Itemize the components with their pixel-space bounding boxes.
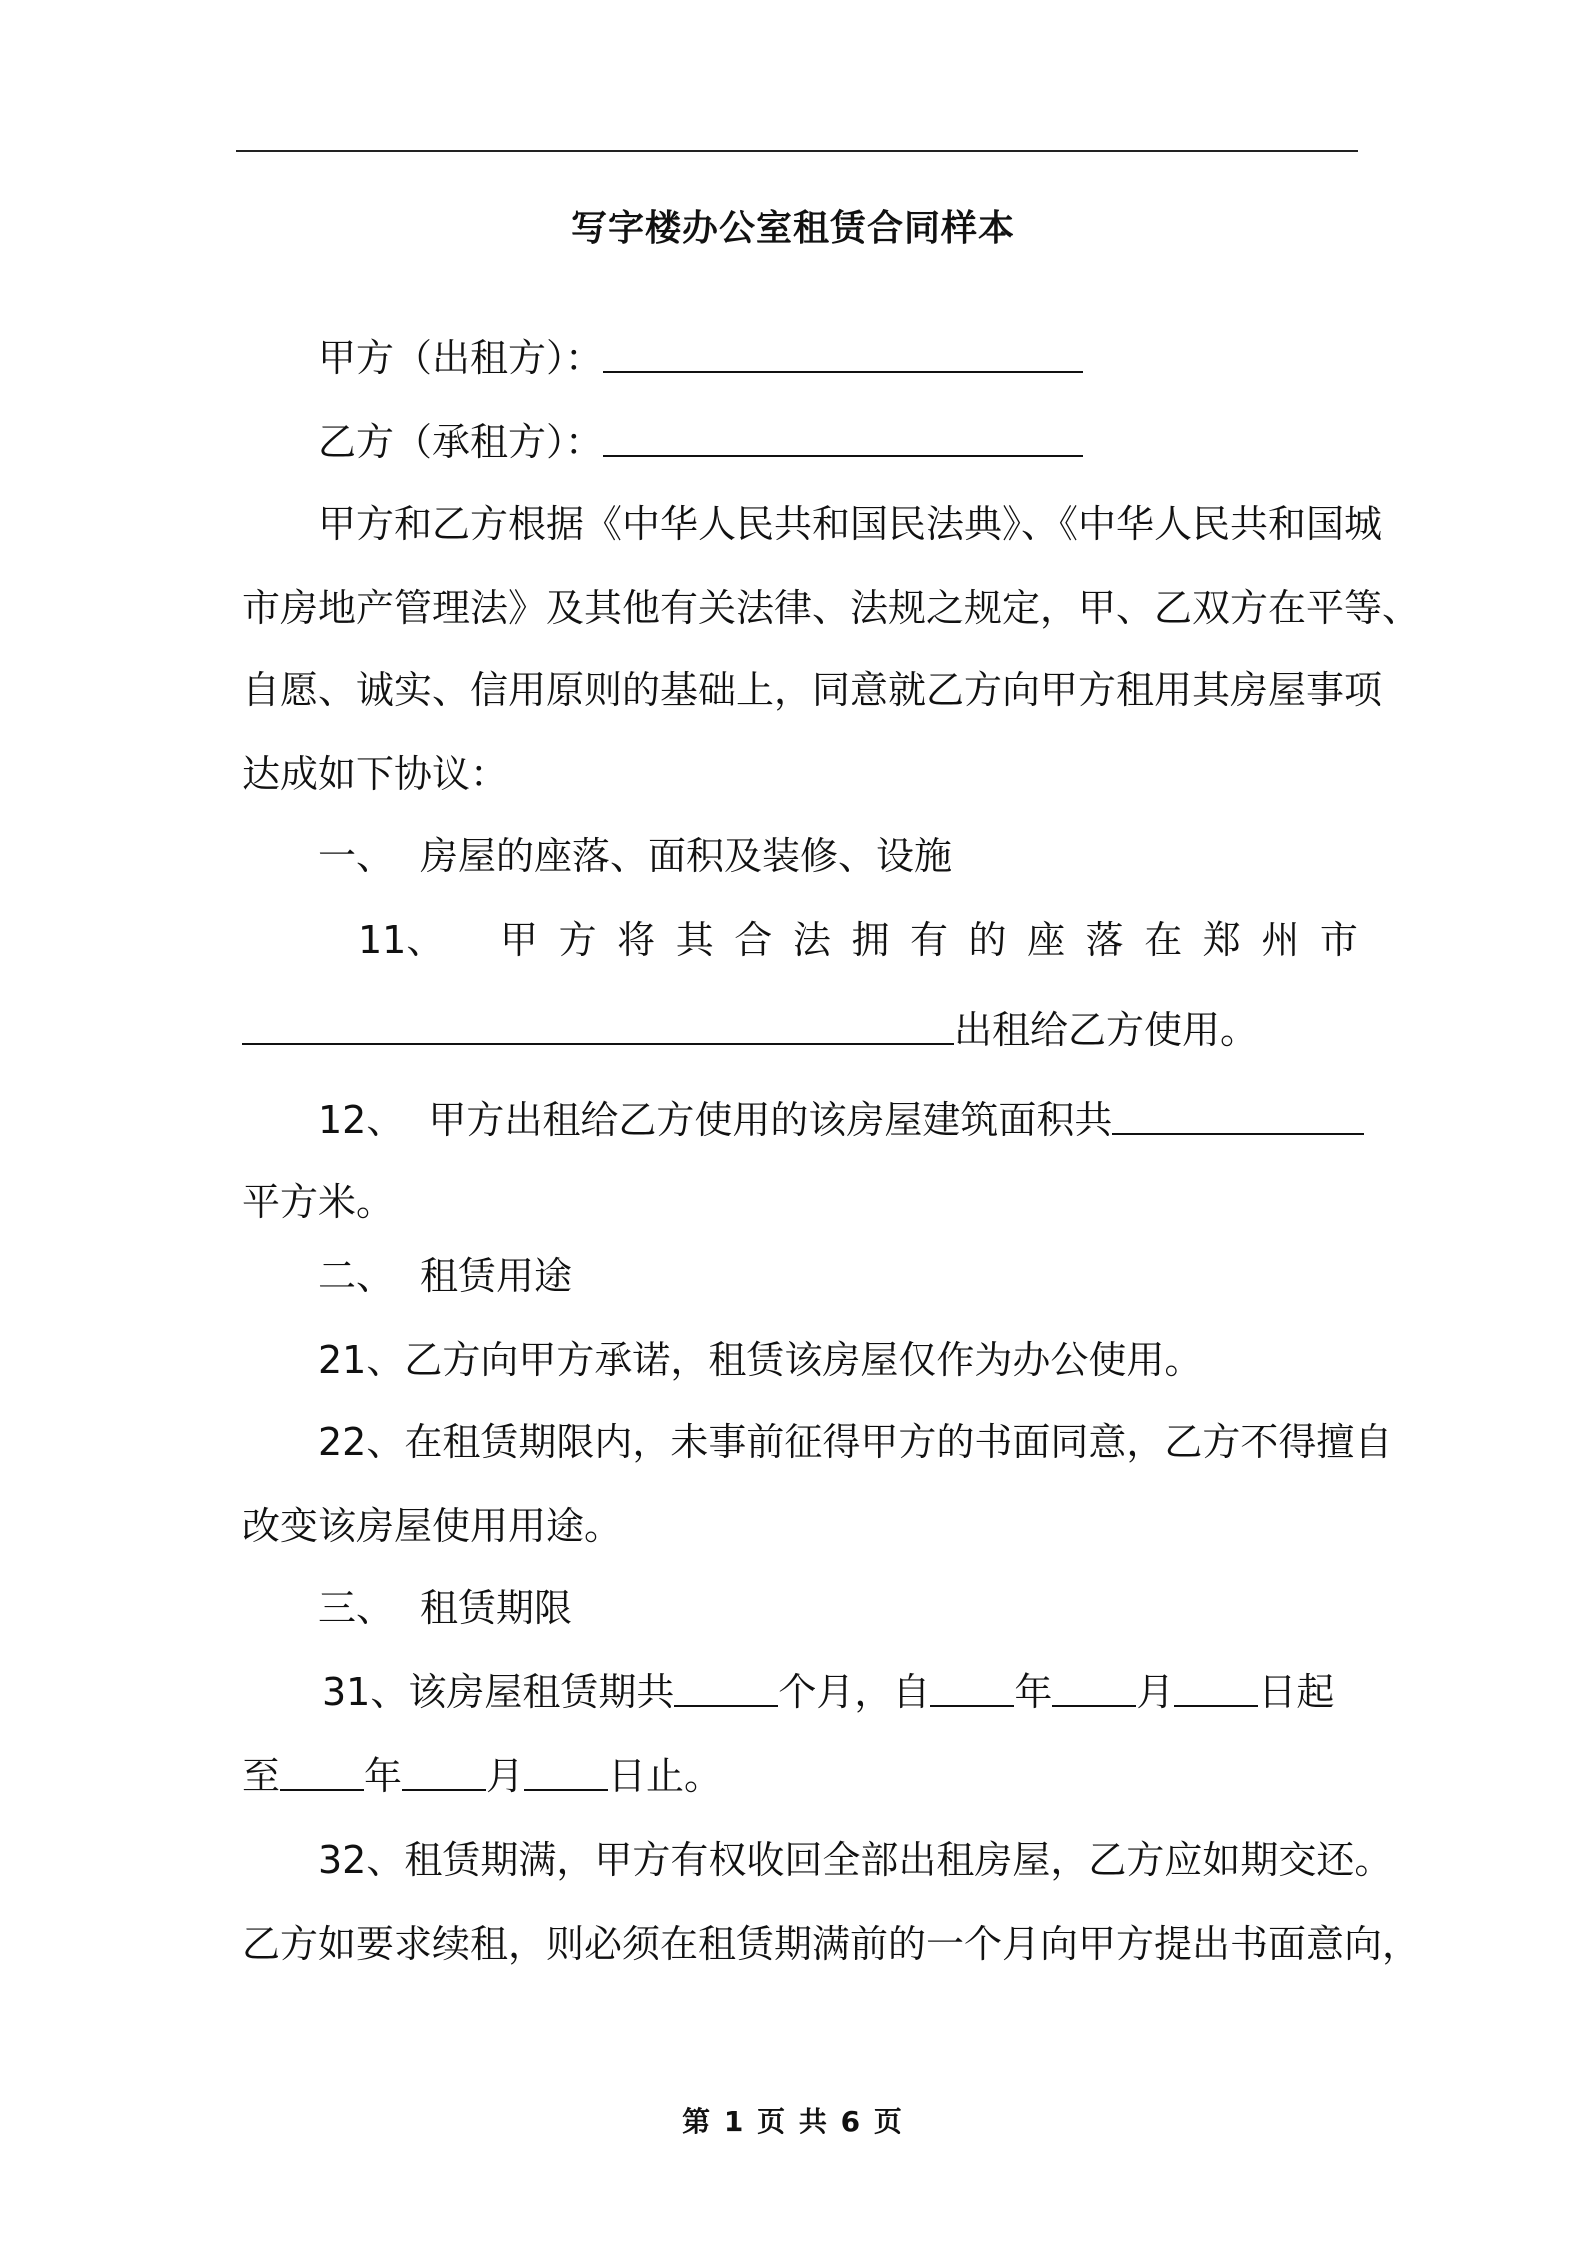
end-year-blank [280,1753,364,1791]
item-11-char: 的 [968,918,1007,962]
intro-line-4: 达成如下协议： [242,752,509,796]
item-32-line-2: 乙方如要求续租，则必须在租赁期满前的一个月向甲方提出书面意向， [242,1922,1421,1966]
section-1-number: 一、 [318,834,395,878]
item-11-char: 有 [909,918,948,962]
term-months-blank [674,1669,778,1707]
item-31-year: 年 [1014,1670,1053,1714]
start-day-blank [1174,1669,1258,1707]
item-11-location-blank [242,1007,954,1045]
item-11-text [500,914,1358,966]
item-11-tail: 出租给乙方使用。 [954,1008,1259,1052]
item-11-char: 州 [1261,918,1300,962]
item-22-line-2: 改变该房屋使用用途。 [242,1504,623,1548]
item-22-line-1: 22、在租赁期限内，未事前征得甲方的书面同意，乙方不得擅自 [318,1420,1393,1464]
start-year-blank [930,1669,1014,1707]
item-11-char: 合 [734,918,773,962]
item-11-char: 方 [558,918,597,962]
party-a-line [318,332,1083,384]
item-11-char: 法 [792,918,831,962]
item-12-text: 甲方出租给乙方使用的该房屋建筑面积共 [428,1098,1113,1142]
item-11-char: 在 [1144,918,1183,962]
party-b-blank [603,419,1083,457]
intro-line-1: 甲方和乙方根据《中华人民共和国民法典》、《中华人民共和国城 [318,502,1383,546]
section-2-title: 租赁用途 [420,1254,573,1298]
item-31-months-from: 个月，自 [778,1670,931,1714]
item-31-day-start: 日起 [1258,1670,1335,1714]
party-a-blank [603,335,1083,373]
item-31-to: 至 [242,1754,281,1798]
intro-line-3: 自愿、诚实、信用原则的基础上，同意就乙方向甲方租用其房屋事项 [242,668,1383,712]
section-1-title: 房屋的座落、面积及装修、设施 [420,834,953,878]
header-rule [236,150,1358,152]
intro-line-2: 市房地产管理法》及其他有关法律、法规之规定，甲、乙双方在平等、 [242,586,1421,630]
item-11-char: 落 [1085,918,1124,962]
item-31-line-2 [242,1750,722,1802]
page-number-footer: 第 1 页 共 6 页 [682,2105,904,2138]
item-11-char: 将 [617,918,656,962]
item-31-line-1 [322,1666,1334,1718]
item-21: 21、乙方向甲方承诺，租赁该房屋仅作为办公使用。 [318,1338,1203,1382]
item-11-char: 市 [1319,918,1358,962]
item-12-area-blank [1112,1097,1364,1135]
section-3-title: 租赁期限 [420,1586,573,1630]
section-2-heading [318,1250,572,1302]
item-11-char: 郑 [1202,918,1241,962]
item-11-char: 座 [1027,918,1066,962]
party-b-label: 乙方（承租方）： [318,420,604,464]
section-3-heading [318,1582,572,1634]
section-1-heading [318,830,952,882]
item-11-continuation [242,1004,1258,1056]
item-31-end-year: 年 [364,1754,403,1798]
item-32-line-1: 32、租赁期满，甲方有权收回全部出租房屋，乙方应如期交还。 [318,1838,1393,1882]
party-b-line [318,416,1083,468]
end-month-blank [402,1753,486,1791]
item-31-lead: 31、该房屋租赁期共 [322,1670,675,1714]
item-11-char: 拥 [851,918,890,962]
document-title: 写字楼办公室租赁合同样本 [570,208,1015,249]
start-month-blank [1052,1669,1136,1707]
item-11-number: 11、 [358,918,445,962]
item-12-tail: 平方米。 [242,1180,395,1224]
section-3-number: 三、 [318,1586,395,1630]
item-31-month: 月 [1136,1670,1175,1714]
party-a-label: 甲方（出租方）： [318,336,604,380]
item-12-line [318,1094,1364,1146]
item-11-char: 其 [675,918,714,962]
item-12-number: 12、 [318,1098,405,1142]
item-11-char: 甲 [500,918,539,962]
end-day-blank [524,1753,608,1791]
item-31-end-day: 日止。 [608,1754,723,1798]
section-2-number: 二、 [318,1254,395,1298]
item-31-end-month: 月 [486,1754,525,1798]
